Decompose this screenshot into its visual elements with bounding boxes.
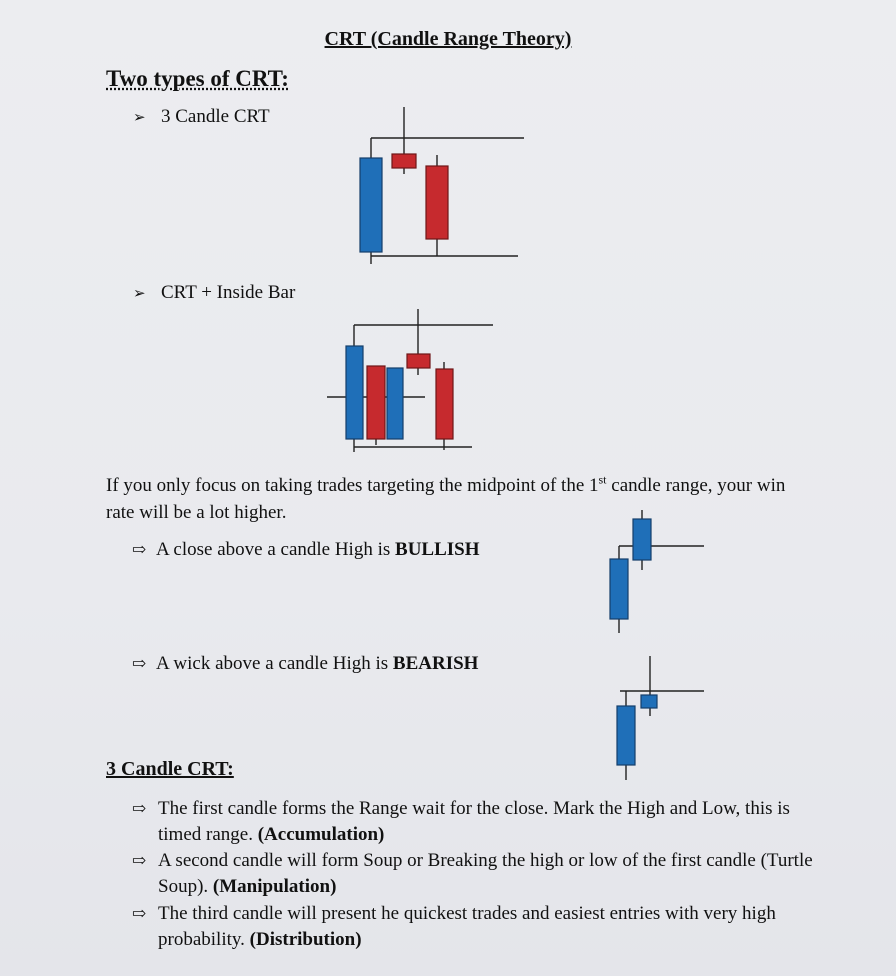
phase-text: The first candle forms the Range wait for the close. Mark the High and Low, this is timed range. — [158, 798, 790, 845]
paragraph-text: candle range, your win rate will be a lot higher. — [106, 475, 786, 523]
phase-accumulation — [132, 796, 832, 848]
phase-keyword: (Manipulation) — [212, 876, 337, 897]
phase-keyword: (Accumulation) — [257, 824, 385, 845]
page-title: CRT (Candle Range Theory) — [324, 28, 572, 50]
ordinal-suffix: st — [598, 472, 607, 487]
phase-text: The third candle will present he quickest trades and easiest entries with very high probability. — [158, 903, 776, 950]
phase-manipulation — [132, 848, 832, 900]
phase-distribution — [132, 901, 832, 953]
type-label: CRT + Inside Bar — [161, 282, 296, 303]
arrow-bullet-icon: ⇨ — [132, 654, 147, 673]
arrowhead-bullet-icon: ➢ — [133, 109, 146, 126]
arrow-bullet-icon: ⇨ — [132, 851, 147, 870]
type-label: 3 Candle CRT — [161, 106, 270, 127]
arrowhead-bullet-icon: ➢ — [133, 285, 146, 302]
arrow-bullet-icon: ⇨ — [132, 904, 147, 923]
types-heading: Two types of CRT: — [106, 66, 289, 91]
phase-text: A second candle will form Soup or Breaking the high or low of the first candle (Turtle Soup). — [158, 850, 813, 897]
three-candle-heading: 3 Candle CRT: — [106, 758, 234, 780]
paragraph-text: If you only focus on taking trades targeting the midpoint of the 1 — [106, 475, 599, 496]
signal-text: A wick above a candle High is — [156, 653, 393, 674]
signal-text: A close above a candle High is — [156, 539, 396, 560]
phase-keyword: (Distribution) — [249, 929, 362, 950]
arrow-bullet-icon: ⇨ — [132, 799, 147, 818]
arrow-bullet-icon: ⇨ — [132, 540, 147, 559]
signal-keyword: BEARISH — [392, 653, 479, 674]
candle1-bull-body — [617, 706, 635, 765]
candle2-bull-body — [641, 695, 657, 708]
signal-keyword: BULLISH — [395, 539, 480, 560]
